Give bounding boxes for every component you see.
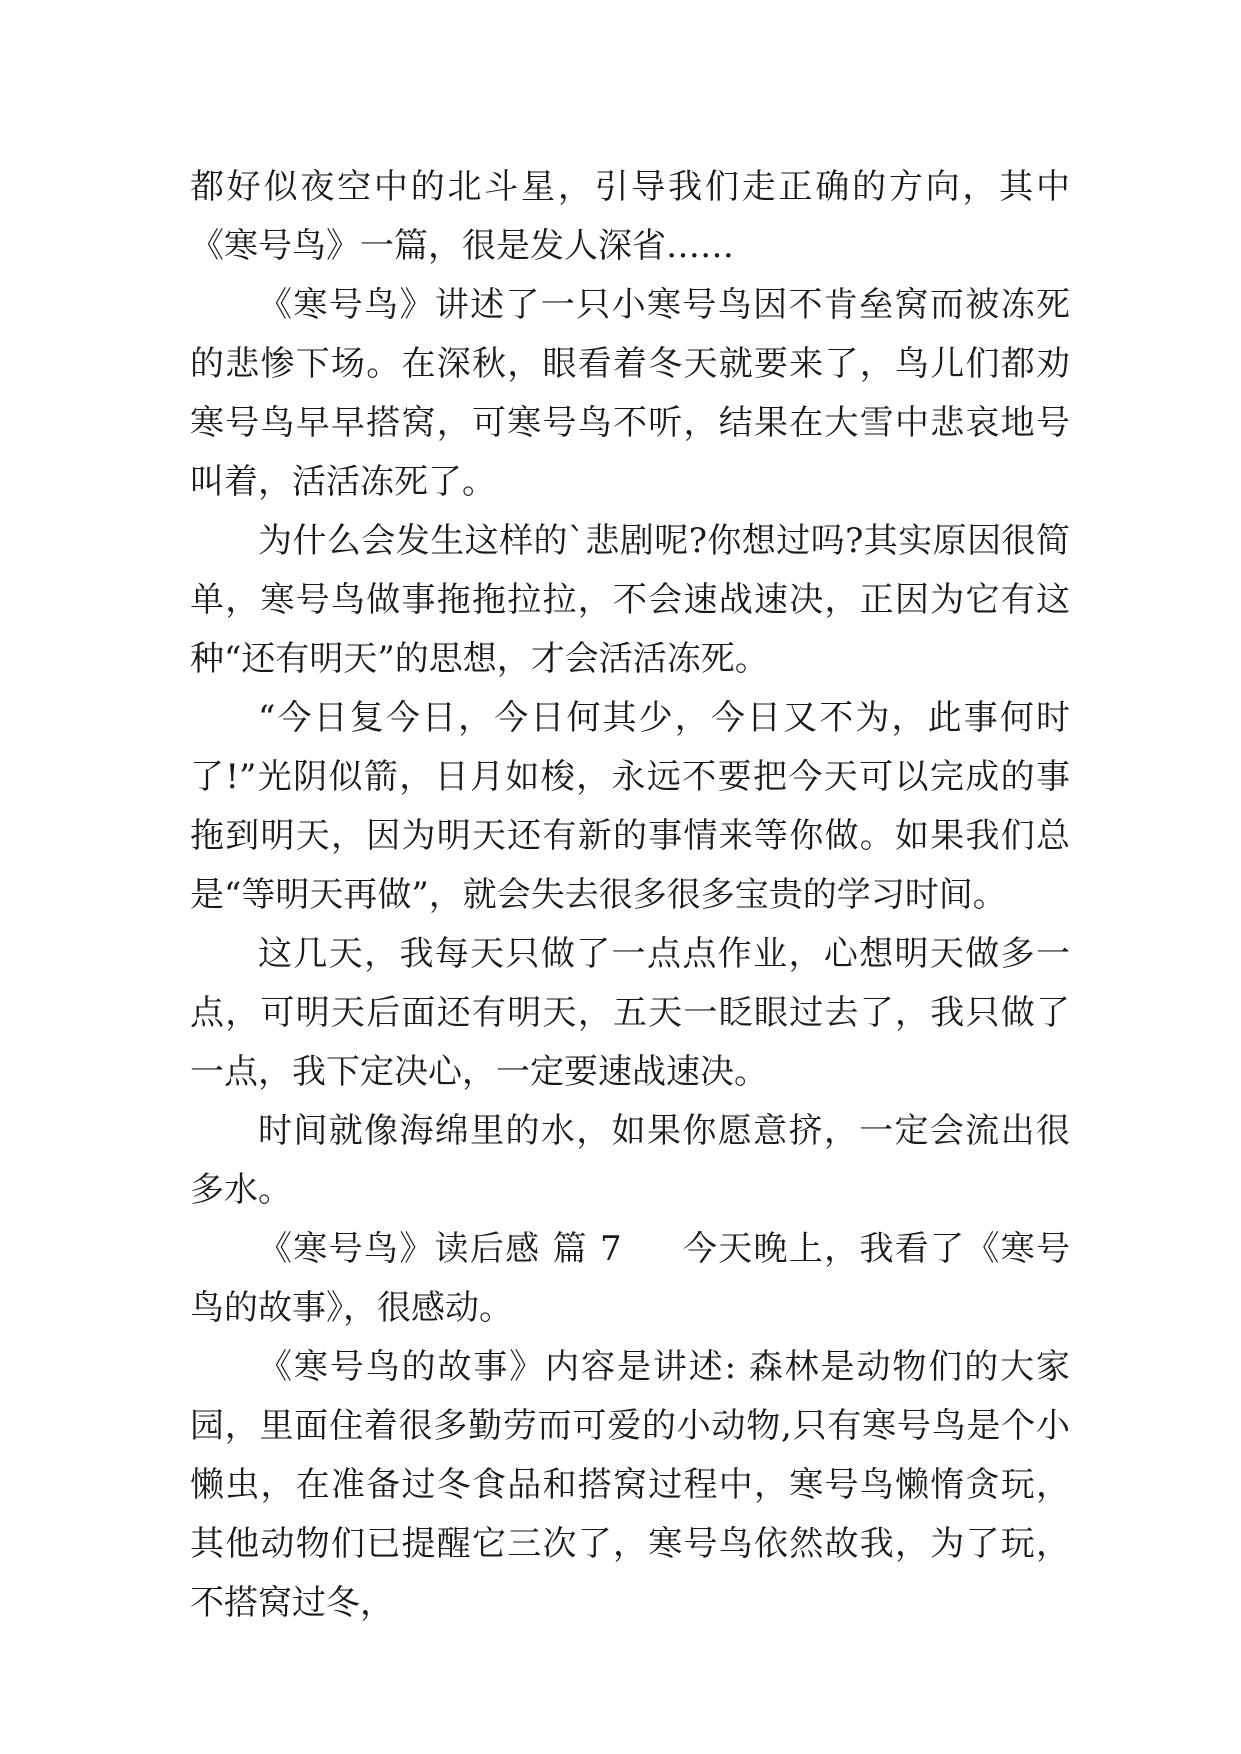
paragraph: 时间就像海绵里的水，如果你愿意挤，一定会流出很多水。 [190, 1111, 1070, 1210]
paragraph: 《寒号鸟》讲述了一只小寒号鸟因不肯垒窝而被冻死的悲惨下场。在深秋，眼看着冬天就要来了，鸟儿们都劝寒号鸟早早搭窝，可寒号鸟不听，结果在大雪中悲哀地号叫着，活活冻死了。 [190, 285, 1070, 502]
paragraph: 都好似夜空中的北斗星，引导我们走正确的方向，其中《寒号鸟》一篇，很是发人深省…… [190, 167, 1070, 266]
paragraph: 这几天，我每天只做了一点点作业，心想明天做多一点，可明天后面还有明天，五天一眨眼过去了，我只做了一点，我下定决心，一定要速战速决。 [190, 934, 1070, 1092]
document-body [190, 158, 1070, 1633]
paragraph: 《寒号鸟的故事》内容是讲述: 森林是动物们的大家园，里面住着很多勤劳而可爱的小动物,只有寒号鸟是个小懒虫，在准备过冬食品和搭窝过程中，寒号鸟懒惰贪玩，其他动物们已提醒它三次了，寒号鸟依然故我，为了玩，不搭窝过冬， [190, 1347, 1070, 1623]
paragraph: “今日复今日，今日何其少，今日又不为，此事何时了!”光阴似箭，日月如梭，永远不要把今天可以完成的事拖到明天，因为明天还有新的事情来等你做。如果我们总是“等明天再做”，就会失去很多很多宝贵的学习时间。 [190, 698, 1070, 915]
section-lead: 今天晚上，我看了《寒号鸟的故事》，很感动。 [190, 1229, 1070, 1328]
section-paragraph [190, 1220, 1070, 1338]
section-heading: 《寒号鸟》读后感 篇 7 [258, 1229, 622, 1269]
paragraph: 为什么会发生这样的`悲剧呢?你想过吗?其实原因很简单，寒号鸟做事拖拖拉拉，不会速战速决，正因为它有这种“还有明天”的思想，才会活活冻死。 [190, 521, 1070, 679]
